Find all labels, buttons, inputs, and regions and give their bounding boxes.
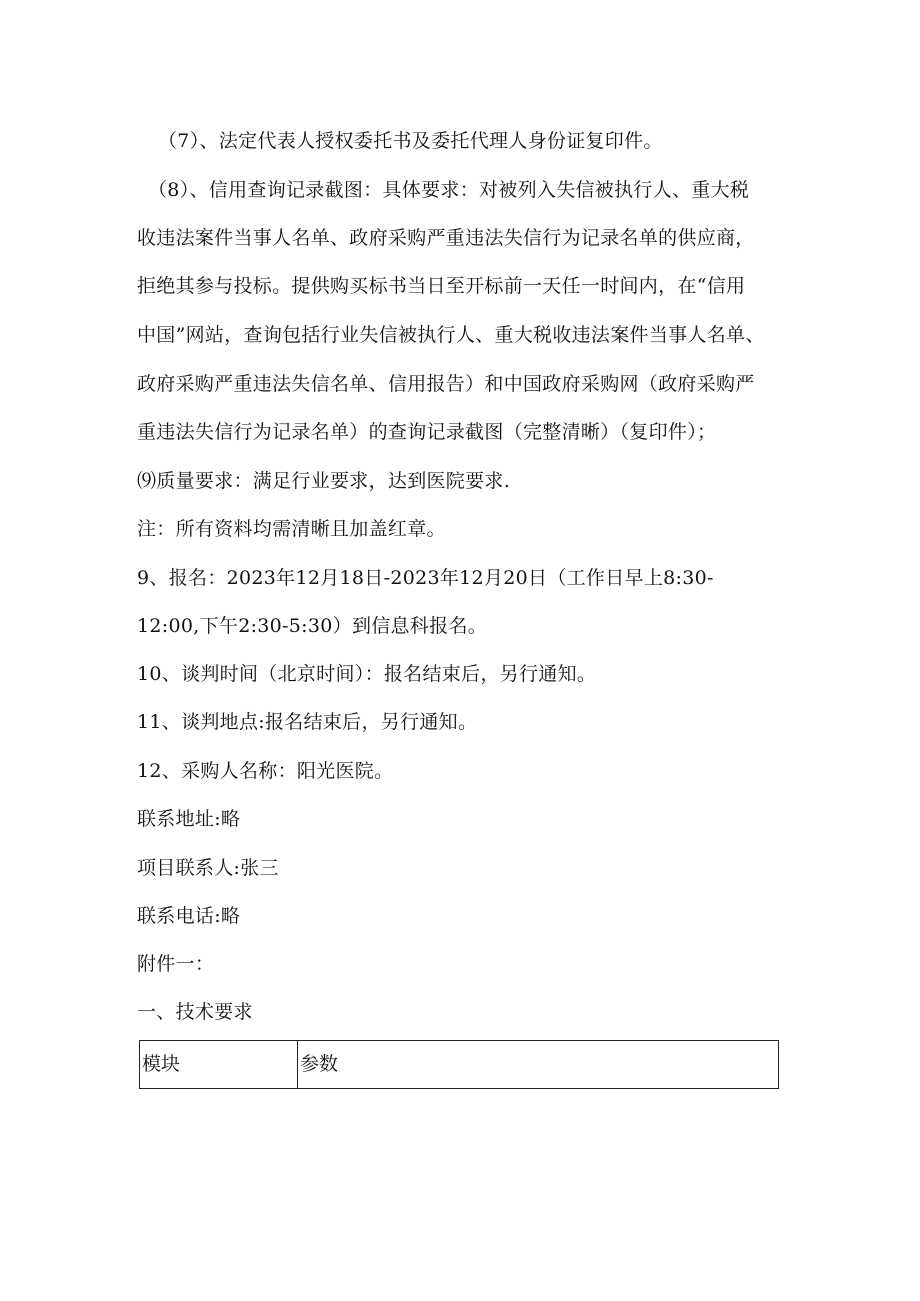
item-8-text-line3: 拒绝其参与投标。提供购买标书当日至开标前一天任一时间内，在“信用 bbox=[137, 275, 746, 297]
negotiation-place-text: 11、谈判地点:报名结束后，另行通知。 bbox=[137, 711, 478, 733]
table-header-module: 模块 bbox=[140, 1041, 298, 1088]
purchaser-name-text: 12、采购人名称：阳光医院。 bbox=[137, 760, 394, 782]
table-header-parameters: 参数 bbox=[300, 1053, 339, 1075]
item-8-text-line4: 中国”网站，查询包括行业失信被执行人、重大税收违法案件当事人名单、 bbox=[137, 324, 765, 346]
registration-text-line1: 9、报名：2023年12月18日-2023年12月20日（工作日早上8:30- bbox=[137, 567, 714, 589]
item-8-text-line6: 重违法失信行为记录名单）的查询记录截图（完整清晰）（复印件）； bbox=[137, 421, 717, 443]
project-contact-text: 项目联系人:张三 bbox=[137, 857, 279, 879]
item-8-text-line1: （8）、信用查询记录截图：具体要求：对被列入失信被执行人、重大税 bbox=[148, 179, 750, 201]
attachment-heading: 附件一： bbox=[137, 953, 215, 975]
contact-address-text: 联系地址:略 bbox=[137, 808, 241, 830]
item-8-text-line5: 政府采购严重违法失信名单、信用报告）和中国政府采购网（政府采购严 bbox=[137, 373, 755, 395]
item-7-text: （7）、法定代表人授权委托书及委托代理人身份证复印件。 bbox=[158, 130, 663, 152]
note-text: 注：所有资料均需清晰且加盖红章。 bbox=[137, 518, 446, 540]
item-9-quality-text: ⑼质量要求：满足行业要求，达到医院要求. bbox=[137, 470, 511, 492]
item-8-text-line2: 收违法案件当事人名单、政府采购严重违法失信行为记录名单的供应商， bbox=[137, 227, 755, 249]
technical-requirements-heading: 一、技术要求 bbox=[137, 1001, 253, 1023]
contact-phone-text: 联系电话:略 bbox=[137, 905, 241, 927]
registration-text-line2: 12:00,下午2:30-5:30）到信息科报名。 bbox=[137, 615, 488, 637]
technical-requirements-table bbox=[139, 1040, 779, 1089]
negotiation-time-text: 10、谈判时间（北京时间）：报名结束后，另行通知。 bbox=[137, 663, 597, 685]
